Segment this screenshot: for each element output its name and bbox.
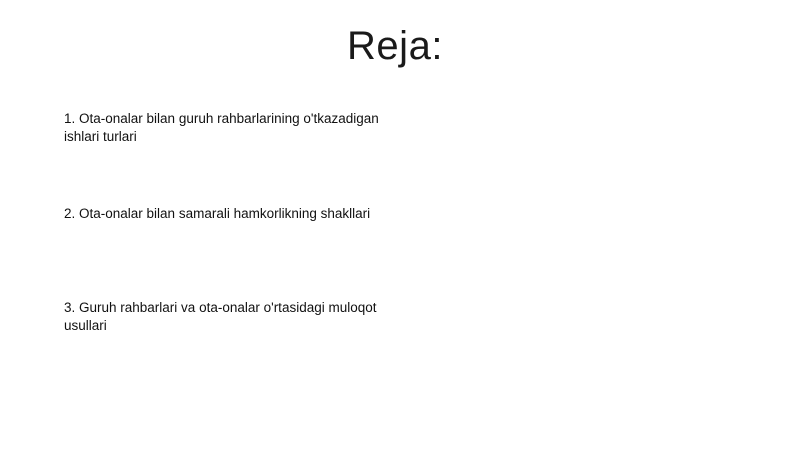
plan-item-3: 3. Guruh rahbarlari va ota-onalar o'rtasidagi muloqot usullari	[64, 300, 377, 333]
plan-item-1: 1. Ota-onalar bilan guruh rahbarlarining o'tkazadigan ishlari turlari	[64, 111, 379, 144]
slide-title: Reja:	[347, 24, 443, 68]
plan-item-2: 2. Ota-onalar bilan samarali hamkorlikning shakllari	[64, 206, 371, 221]
